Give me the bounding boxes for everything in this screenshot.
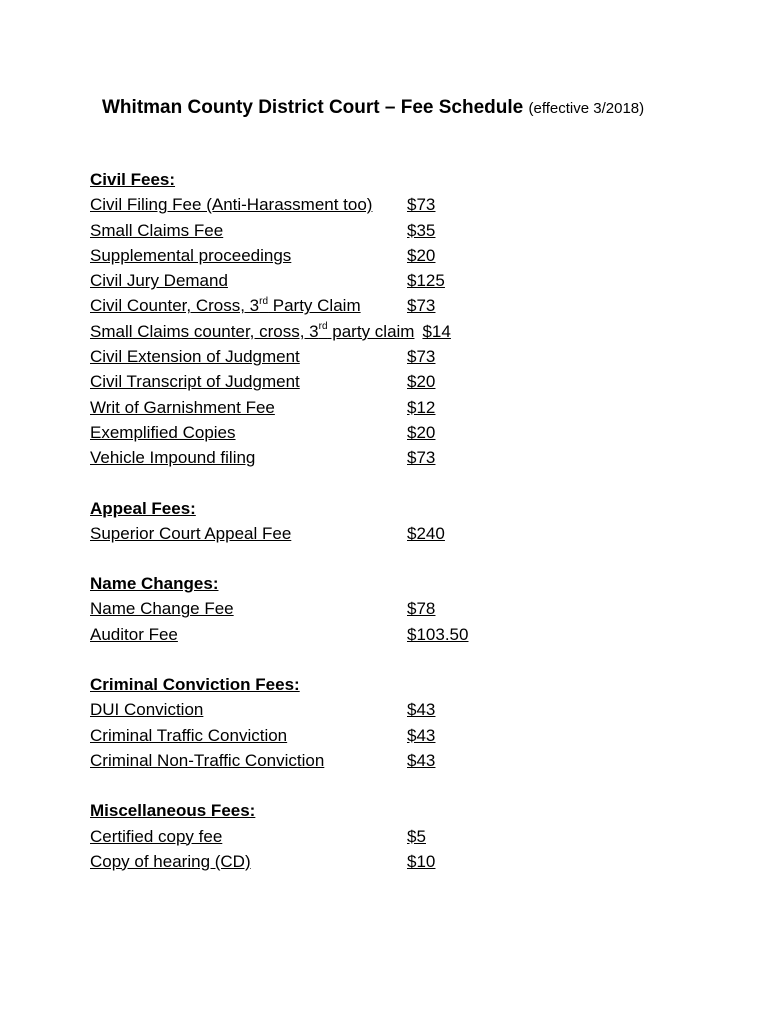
fee-row-civil-counter [90,293,710,318]
fee-label: Civil Transcript of Judgment [90,372,300,392]
fee-label [90,319,414,344]
fee-row-auditor [90,622,710,647]
fee-label-post: party claim [327,321,415,341]
fee-row-small-claims [90,218,710,243]
appeal-fees-section [90,496,710,547]
fee-label: Certified copy fee [90,826,223,846]
fee-label-pre: Civil Counter, Cross, 3 [90,296,260,316]
fee-row-superior-appeal [90,521,710,546]
fee-label: Copy of hearing (CD) [90,851,251,871]
fee-amount: $20 [407,422,436,442]
section-heading-misc: Miscellaneous Fees: [90,801,256,821]
misc-fees-section [90,798,710,874]
fee-amount: $43 [407,700,436,720]
fee-row-name-change [90,596,710,621]
fee-label-sup: rd [259,295,269,307]
fee-row-supplemental [90,243,710,268]
name-changes-section [90,571,710,647]
fee-row-civil-filing [90,192,710,217]
section-heading-civil: Civil Fees: [90,170,176,189]
section-heading-appeal: Appeal Fees: [90,498,196,518]
fee-row-dui [90,697,710,722]
fee-amount: $5 [407,826,426,846]
fee-amount: $240 [407,523,445,543]
fee-amount: $73 [407,347,436,367]
fee-row-extension [90,344,710,369]
fee-amount: $14 [422,321,451,341]
fee-row-certified-copy [90,824,710,849]
fee-label: Supplemental proceedings [90,245,292,265]
fee-label: Exemplified Copies [90,422,236,442]
fee-label: Superior Court Appeal Fee [90,523,292,543]
fee-amount: $125 [407,271,445,291]
fee-label-sup: rd [318,321,328,333]
fee-label: Criminal Non-Traffic Conviction [90,750,325,770]
effective-date: (effective 3/2018) [528,100,645,117]
fee-row-hearing-copy [90,849,710,874]
fee-label [90,293,407,318]
fee-amount: $10 [407,851,436,871]
fee-row-small-claims-counter [90,319,710,344]
fee-row-garnishment [90,395,710,420]
civil-fees-section [90,167,710,471]
fee-label-post: Party Claim [268,296,361,316]
fee-row-exemplified [90,420,710,445]
section-heading-name-changes: Name Changes: [90,574,219,594]
fee-amount: $73 [407,296,436,316]
fee-label: Writ of Garnishment Fee [90,397,275,417]
fee-row-criminal-non-traffic [90,748,710,773]
fee-amount: $43 [407,725,436,745]
fee-amount: $103.50 [407,624,469,644]
fee-label: DUI Conviction [90,700,204,720]
fee-row-criminal-traffic [90,723,710,748]
fee-label: Civil Jury Demand [90,271,228,291]
fee-amount: $35 [407,220,436,240]
fee-label: Civil Filing Fee (Anti-Harassment too) [90,195,373,215]
fee-label: Criminal Traffic Conviction [90,725,288,745]
fee-label: Small Claims Fee [90,220,224,240]
fee-amount: $73 [407,195,436,215]
section-heading-criminal: Criminal Conviction Fees: [90,675,300,695]
fee-label: Civil Extension of Judgment [90,347,300,367]
fee-row-impound [90,445,710,470]
fee-amount: $20 [407,372,436,392]
fee-label: Vehicle Impound filing [90,448,256,468]
fee-schedule [90,167,710,874]
fee-row-jury-demand [90,268,710,293]
fee-amount: $12 [407,397,436,417]
fee-amount: $20 [407,245,436,265]
fee-label-pre: Small Claims counter, cross, 3 [90,321,319,341]
fee-amount: $43 [407,750,436,770]
fee-label: Auditor Fee [90,624,178,644]
criminal-fees-section [90,672,710,773]
fee-amount: $78 [407,599,436,619]
fee-label: Name Change Fee [90,599,234,619]
fee-amount: $73 [407,448,436,468]
document-title [102,94,644,123]
title-text: Whitman County District Court – Fee Schedule [102,97,524,118]
fee-row-transcript [90,369,710,394]
